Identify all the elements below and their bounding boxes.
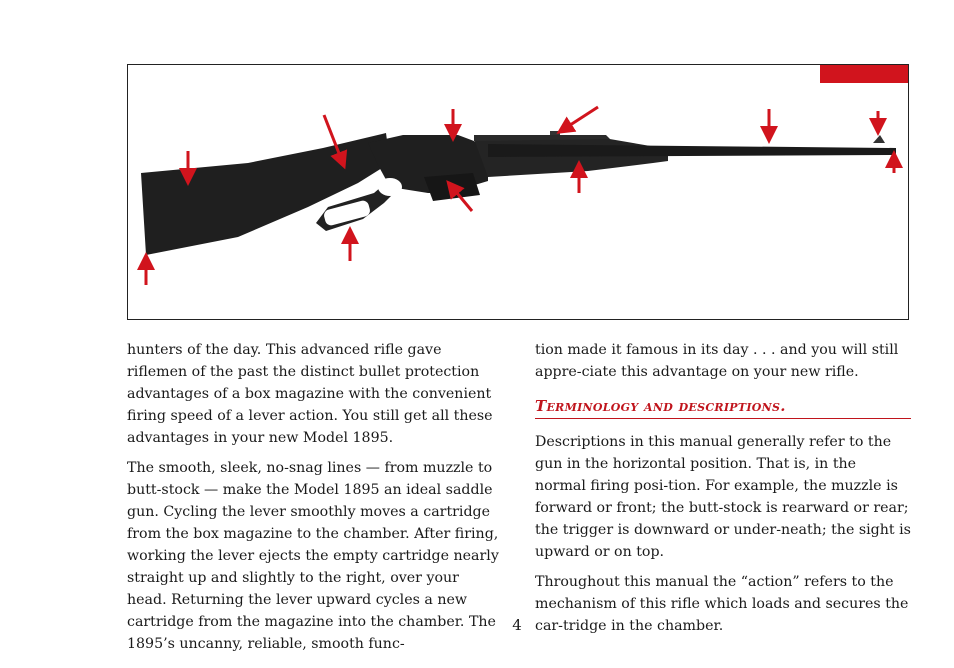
buttstock	[141, 133, 390, 255]
section-heading: Terminology and descriptions.	[535, 397, 911, 419]
barrel	[488, 144, 896, 157]
rifle-figure	[127, 64, 909, 320]
paragraph: The smooth, sleek, no-snag lines — from muzzle to butt-stock — make the Model 1895 an ideal saddle gun. Cycling the lever smoothly moves a cartridge from the box magazine to the chamber. After firing, working the lever ejects the empty cartridge nearly straight up and slightly to the right, over your head. Returning the lever upward cycles a new cartridge from the magazine into the chamber. The 1895’s uncanny, reliable, smooth func-	[127, 460, 499, 652]
left-column	[127, 339, 499, 663]
rear-sight	[550, 131, 560, 135]
paragraph: Throughout this manual the “action” refers to the mechanism of this rifle which loads and secures the car-tridge in the chamber.	[535, 574, 909, 634]
front-sight	[873, 135, 885, 143]
rifle-diagram	[128, 65, 909, 320]
paragraph: hunters of the day. This advanced rifle gave riflemen of the past the distinct bullet protection advantages of a box magazine with the convenient firing speed of a lever action. You still get all these advantages in your new Model 1895.	[127, 342, 493, 446]
page-number: 4	[512, 616, 522, 634]
paragraph: Descriptions in this manual generally refer to the gun in the horizontal position. That is, in the normal firing posi-tion. For example, the muzzle is forward or front; the butt-stock is rearward or rear; the trigger is downward or under-neath; the sight is upward or on top.	[535, 434, 911, 560]
forearm	[474, 137, 668, 177]
right-column	[535, 339, 911, 645]
paragraph: tion made it famous in its day . . . and you will still appre-ciate this advantage on your new rifle.	[535, 342, 899, 380]
